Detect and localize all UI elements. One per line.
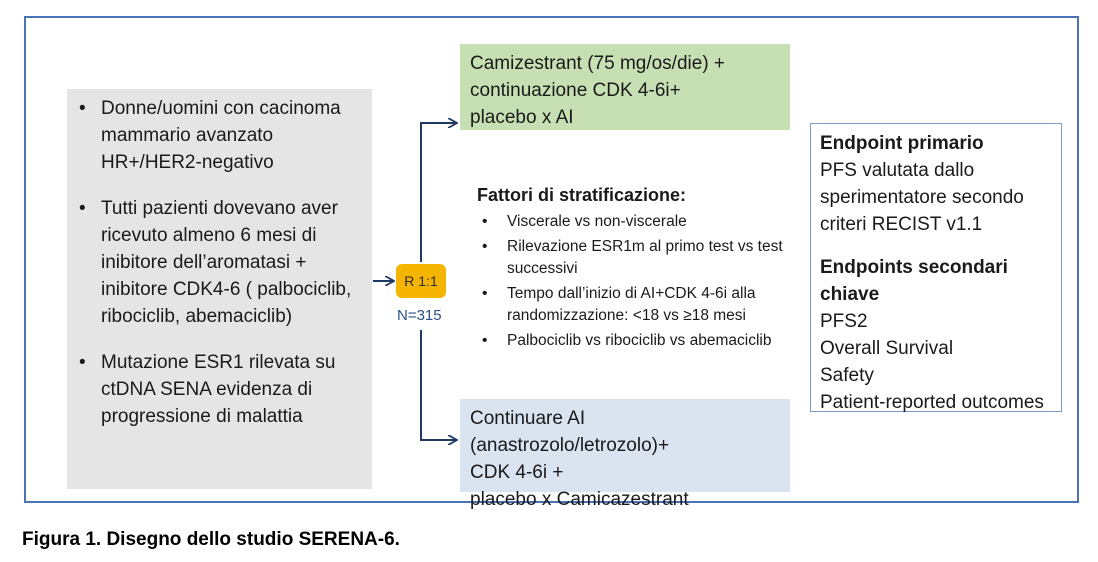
secondary-endpoint-item: PFS2 — [820, 311, 868, 332]
secondary-endpoint-item: Patient-reported outcomes — [820, 392, 1044, 413]
arm1-line: Camizestrant (75 mg/os/die) + — [470, 53, 726, 74]
stratification-item: • Palbociclib vs ribociclib vs abemaciclib — [477, 330, 797, 352]
stratification-item: • Viscerale vs non-viscerale — [477, 211, 797, 233]
secondary-endpoints-title: Endpoints secondari chiave — [820, 257, 1008, 305]
arrow-to-arm2 — [421, 330, 456, 440]
stratification-item: • Rilevazione ESR1m al primo test vs test successivi — [477, 236, 797, 280]
arm2-line: CDK 4-6i + — [470, 462, 564, 483]
eligibility-item: • Tutti pazienti dovevano aver ricevuto almeno 6 mesi di inibitore dell’aromatasi + inibitore CDK4-6 ( palbociclib, ribociclib, abemaciclib) — [79, 195, 362, 330]
arm1-line: continuazione CDK 4-6i+ — [470, 80, 681, 101]
primary-endpoint-title: Endpoint primario — [820, 133, 984, 154]
endpoints-box — [810, 123, 1062, 412]
randomization-box: R 1:1 — [396, 264, 446, 298]
spacer — [820, 238, 1052, 254]
secondary-endpoint-item: Safety — [820, 365, 874, 386]
stratification-item: • Tempo dall’inizio di AI+CDK 4-6i alla randomizzazione: <18 vs ≥18 mesi — [477, 283, 797, 327]
stratification-block — [477, 183, 797, 355]
primary-endpoint-line: criteri RECIST v1.1 — [820, 214, 983, 235]
sample-size-label: N=315 — [397, 307, 442, 324]
eligibility-item: • Donne/uomini con cacinoma mammario avanzato HR+/HER2-negativo — [79, 95, 362, 176]
arm2-line: Continuare AI (anastrozolo/letrozolo)+ — [470, 408, 670, 456]
stratification-title: Fattori di stratificazione: — [477, 185, 687, 205]
arm2-line: placebo x Camicazestrant — [470, 489, 689, 510]
arm1-line: placebo x AI — [470, 107, 574, 128]
eligibility-item: • Mutazione ESR1 rilevata su ctDNA SENA evidenza di progressione di malattia — [79, 349, 362, 430]
secondary-endpoint-item: Overall Survival — [820, 338, 954, 359]
primary-endpoint-line: PFS valutata dallo — [820, 160, 975, 181]
arm-camizestrant-box — [460, 44, 790, 130]
arrow-to-arm1 — [421, 123, 456, 262]
arm-ai-box — [460, 399, 790, 510]
primary-endpoint-line: sperimentatore secondo — [820, 187, 1024, 208]
figure-caption: Figura 1. Disegno dello studio SERENA-6. — [22, 529, 400, 550]
